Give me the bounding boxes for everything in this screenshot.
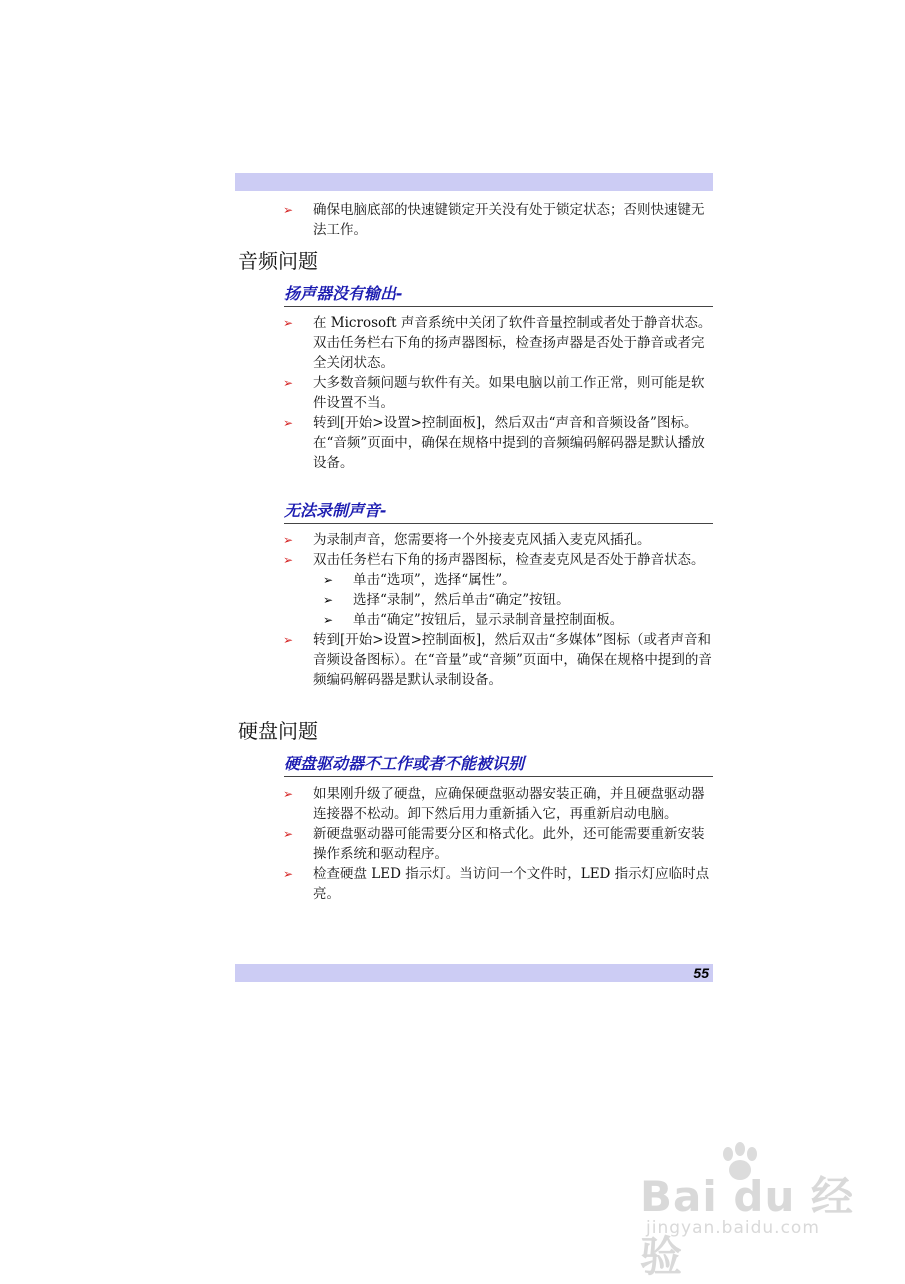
watermark-url: jingyan.baidu.com: [646, 1218, 820, 1238]
section-title-disk: 硬盘问题: [238, 719, 318, 743]
footer-band: [235, 964, 713, 982]
sub-list-item: ➢ 单击“确定”按钮后，显示录制音量控制面板。: [323, 612, 624, 628]
baidu-watermark: [640, 1140, 870, 1281]
section-title-audio: 音频问题: [238, 249, 318, 273]
list-item: ➢ 转到[开始>设置>控制面板]，然后双击“多媒体”图标（或者声音和音频设备图标）。在“音量”或“音频”页面中，确保在规格中提到的音频编码解码器是默认录制设备。: [283, 632, 712, 688]
arrow-bullet-icon: ➢: [323, 573, 334, 587]
arrow-bullet-icon: ➢: [283, 376, 294, 390]
speaker-list: [0, 313, 905, 473]
sub-list-item: ➢ 单击“选项”，选择“属性”。: [323, 572, 516, 588]
arrow-bullet-icon: ➢: [283, 787, 294, 801]
list-item: ➢ 为录制声音，您需要将一个外接麦克风插入麦克风插孔。: [283, 532, 651, 548]
arrow-bullet-icon: ➢: [283, 316, 294, 330]
arrow-bullet-icon: ➢: [283, 867, 294, 881]
intro-list: [0, 200, 905, 240]
arrow-bullet-icon: ➢: [283, 203, 294, 217]
subheading-cannot-record: 无法录制声音-: [284, 500, 713, 524]
subheading-speaker-no-output: 扬声器没有输出-: [284, 283, 713, 307]
list-item: ➢ 新硬盘驱动器可能需要分区和格式化。此外，还可能需要重新安装操作系统和驱动程序。: [283, 826, 705, 862]
record-list: [0, 530, 905, 690]
arrow-bullet-icon: ➢: [283, 633, 294, 647]
arrow-bullet-icon: ➢: [283, 416, 294, 430]
list-item: ➢ 确保电脑底部的快速键锁定开关没有处于锁定状态；否则快速键无法工作。: [283, 202, 705, 238]
arrow-bullet-icon: ➢: [323, 593, 334, 607]
sub-list-item: ➢ 选择“录制”，然后单击“确定”按钮。: [323, 592, 570, 608]
disk-list: [0, 784, 905, 904]
list-item: ➢ 检查硬盘 LED 指示灯。当访问一个文件时，LED 指示灯应临时点亮。: [283, 866, 710, 902]
page-number: 55: [693, 965, 709, 981]
sub-list: [313, 570, 713, 630]
watermark-logo: Bai du 经验: [640, 1172, 854, 1281]
list-item: ➢ 在 Microsoft 声音系统中关闭了软件音量控制或者处于静音状态。 双击任务栏右下角的扬声器图标，检查扬声器是否处于静音或者完全关闭状态。: [283, 315, 712, 371]
list-item: ➢ 转到[开始>设置>控制面板]，然后双击“声音和音频设备”图标。在“音频”页面中，确保在规格中提到的音频编码解码器是默认播放设备。: [283, 415, 705, 471]
list-item: ➢ 大多数音频问题与软件有关。如果电脑以前工作正常，则可能是软件设置不当。: [283, 375, 705, 411]
subheading-disk-not-working: 硬盘驱动器不工作或者不能被识别: [284, 753, 713, 777]
header-band: [235, 173, 713, 191]
arrow-bullet-icon: ➢: [283, 553, 294, 567]
list-item: ➢ 如果刚升级了硬盘，应确保硬盘驱动器安装正确，并且硬盘驱动器连接器不松动。卸下然后用力重新插入它，再重新启动电脑。: [283, 786, 705, 822]
arrow-bullet-icon: ➢: [283, 827, 294, 841]
arrow-bullet-icon: ➢: [283, 533, 294, 547]
list-item: ➢ 双击任务栏右下角的扬声器图标，检查麦克风是否处于静音状态。 ➢ 单击“选项”，选择“属性”。 ➢ 选择“录制”，然后单击“确定”按钮。 ➢ 单击“确定”按钮后，显示录制音量控制面板。: [0, 550, 713, 630]
arrow-bullet-icon: ➢: [323, 613, 334, 627]
